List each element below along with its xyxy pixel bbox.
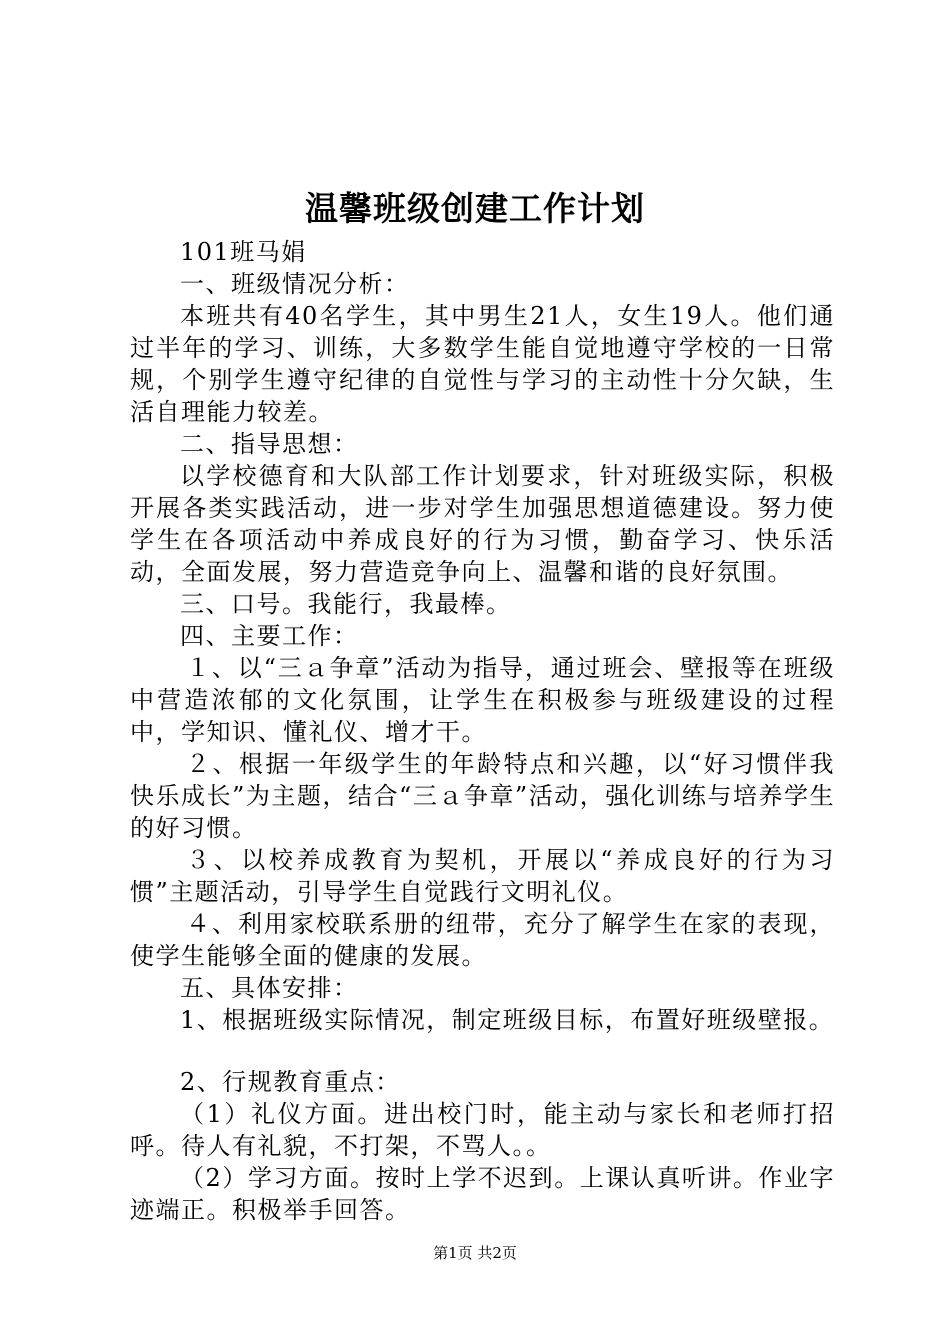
arrangement-item: 1、根据班级实际情况，制定班级目标，布置好班级壁报。 bbox=[180, 1006, 835, 1034]
sub-item: （2）学习方面。按时上学不迟到。上课认真听讲。作业字迹端正。积极举手回答。 bbox=[130, 1164, 835, 1224]
paragraph-analysis: 本班共有40名学生，其中男生21人，女生19人。他们通过半年的学习、训练，大多数学生能自觉地遵守学校的一日常规，个别学生遵守纪律的自觉性与学习的主动性十分欠缺，生活自理能力较差。 bbox=[130, 302, 835, 426]
author-line: 101班马娟 bbox=[180, 238, 307, 266]
sub-item: （1）礼仪方面。进出校门时，能主动与家长和老师打招呼。待人有礼貌，不打架，不骂人。。 bbox=[130, 1100, 835, 1160]
section-heading-slogan: 三、口号。我能行，我最棒。 bbox=[180, 590, 512, 618]
work-item: ４、利用家校联系册的纽带，充分了解学生在家的表现，使学生能够全面的健康的发展。 bbox=[130, 910, 835, 970]
blank-line bbox=[130, 1036, 835, 1066]
document-body bbox=[130, 236, 835, 1226]
section-heading-analysis: 一、班级情况分析： bbox=[180, 270, 410, 298]
page-footer: 第1页 共2页 bbox=[433, 1244, 517, 1262]
section-heading-main-work: 四、主要工作： bbox=[180, 622, 359, 650]
arrangement-item: 2、行规教育重点： bbox=[180, 1068, 401, 1096]
work-item: ３、以校养成教育为契机，开展以“养成良好的行为习惯”主题活动，引导学生自觉践行文明礼仪。 bbox=[130, 846, 835, 906]
section-heading-guidance: 二、指导思想： bbox=[180, 430, 359, 458]
paragraph-guidance: 以学校德育和大队部工作计划要求，针对班级实际，积极开展各类实践活动，进一步对学生加强思想道德建设。努力使学生在各项活动中养成良好的行为习惯，勤奋学习、快乐活动，全面发展，努力营造竞争向上、温馨和谐的良好氛围。 bbox=[130, 462, 835, 586]
section-heading-arrangement: 五、具体安排： bbox=[180, 974, 359, 1002]
work-item: ２、根据一年级学生的年龄特点和兴趣，以“好习惯伴我快乐成长”为主题，结合“三ａ争章”活动，强化训练与培养学生的好习惯。 bbox=[130, 750, 835, 842]
document-title: 温馨班级创建工作计划 bbox=[305, 189, 645, 228]
work-item: １、以“三ａ争章”活动为指导，通过班会、壁报等在班级中营造浓郁的文化氛围，让学生在积极参与班级建设的过程中，学知识、懂礼仪、增才干。 bbox=[130, 654, 835, 746]
